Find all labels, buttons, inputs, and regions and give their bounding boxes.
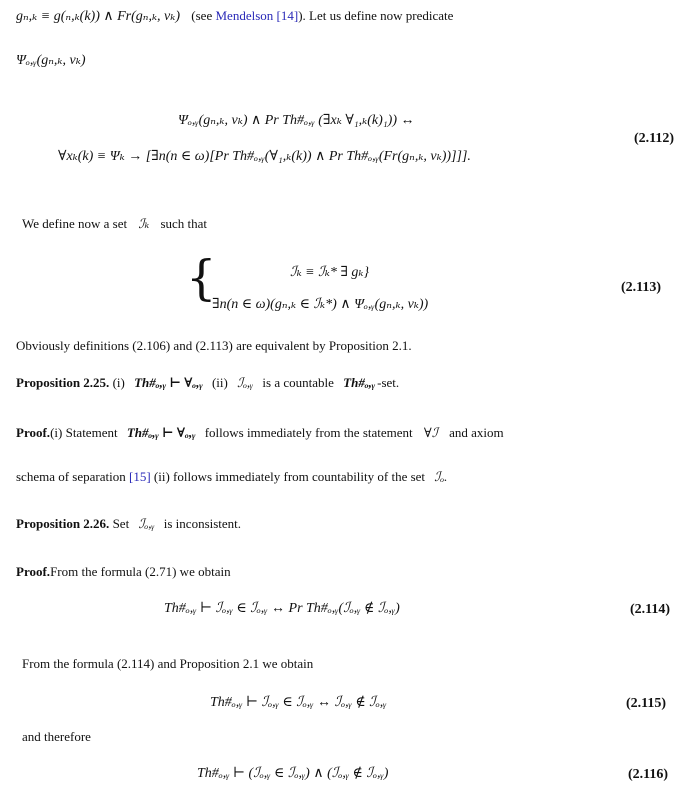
equation-2-116: Th#ₒ,ᵧ ⊢ (ℐₒ,ᵧ ∈ ℐₒ,ᵧ) ∧ (ℐₒ,ᵧ ∉ ℐₒ,ᵧ) — [197, 766, 389, 781]
equation-number-2-114: (2.114) — [630, 602, 671, 617]
proof-1-text-b: follows immediately from the statement — [204, 425, 413, 440]
schema-text-b: (ii) follows immediately from countability of the set — [153, 469, 426, 484]
define-set-text-a: We define now a set — [22, 216, 128, 231]
line-1-tail: ). Let us define now predicate — [298, 8, 454, 23]
text-from-formula: From the formula (2.114) and Proposition 2.1 we obtain — [22, 656, 314, 671]
schema-text-a: schema of separation — [16, 469, 126, 484]
proposition-2-26-label: Proposition 2.26. — [16, 516, 110, 531]
formula-g-nk: gₙ,ₖ ≡ g(ₙ,ₖ(k)) ∧ Fr(gₙ,ₖ, vₖ) — [16, 9, 181, 24]
text-line-1 — [16, 8, 453, 25]
p26-text-b: is inconsistent. — [163, 516, 242, 531]
p26-formula: ℐₒ,ᵧ — [138, 516, 155, 531]
equation-2-115: Th#ₒ,ᵧ ⊢ ℐₒ,ᵧ ∈ ℐₒ,ᵧ ↔ ℐₒ,ᵧ ∉ ℐₒ,ᵧ — [210, 695, 387, 710]
left-brace: { — [186, 250, 217, 306]
proof-1-formula-b: ∀ℐ — [423, 425, 438, 440]
citation-ref-14[interactable]: [14] — [273, 8, 299, 23]
proof-2-text: From the formula (2.71) we obtain — [50, 564, 231, 579]
proposition-2-26 — [16, 516, 241, 532]
proof-1 — [16, 425, 504, 441]
equation-number-2-116: (2.116) — [628, 767, 669, 782]
text-obviously: Obviously definitions (2.106) and (2.113) are equivalent by Proposition 2.1. — [16, 338, 412, 353]
schema-formula: ℐₒ. — [434, 469, 448, 484]
equation-2-113-line-2: ∃n(n ∈ ω)(gₙ,ₖ ∈ ℐₖ*) ∧ Ψₒ,ᵧ(gₙ,ₖ, vₖ)) — [212, 297, 429, 312]
p26-text-a: Set — [112, 516, 130, 531]
equation-2-112-line-2: ∀xₖ(k) ≡ Ψₖ → [∃n(n ∈ ω)[Pr Th#ₒ,ᵧ(∀₁,ₖ(k)) ∧ Pr Th#ₒ,ᵧ(Fr(gₙ,ₖ, vₖ))]]]. — [58, 149, 471, 164]
proof-1-formula-a: Th#ₒ,ᵧ ⊢ ∀ₒ,ᵧ — [126, 425, 196, 440]
proof-1-text-c: and axiom — [449, 425, 504, 440]
equation-number-2-112: (2.112) — [634, 131, 675, 146]
citation-link-mendelson[interactable]: Mendelson — [215, 8, 274, 23]
equation-2-114: Th#ₒ,ᵧ ⊢ ℐₒ,ᵧ ∈ ℐₒ,ᵧ ↔ Pr Th#ₒ,ᵧ(ℐₒ,ᵧ ∉ ℐₒ,ᵧ) — [164, 601, 400, 616]
proposition-2-25 — [16, 375, 399, 391]
proof-2 — [16, 564, 231, 580]
equation-number-2-113: (2.113) — [621, 280, 662, 295]
p25-formula-th: Th#ₒ,ᵧ — [343, 375, 376, 390]
p25-text-countable: is a countable — [262, 375, 334, 390]
p25-formula-ii: ℐₒ,ᵧ — [237, 375, 254, 390]
proof-2-label: Proof. — [16, 564, 51, 579]
text-define-set — [22, 216, 207, 232]
proof-1-label: Proof. — [16, 425, 51, 440]
text-and-therefore: and therefore — [22, 729, 91, 744]
equation-2-113-line-1: ℐₖ ≡ ℐₖ* ∃ gₖ} — [290, 265, 370, 280]
equation-number-2-115: (2.115) — [626, 696, 667, 711]
p25-formula-i: Th#ₒ,ᵧ ⊢ ∀ₒ,ᵧ — [134, 375, 203, 390]
p25-text-set: -set. — [377, 375, 400, 390]
proof-1-text-a: (i) Statement — [50, 425, 118, 440]
text-schema — [16, 469, 447, 485]
define-set-text-b: such that — [160, 216, 208, 231]
predicate-psi: Ψₒ,ᵧ(gₙ,ₖ, vₖ) — [16, 53, 86, 68]
cite-prefix: (see — [191, 8, 216, 23]
citation-ref-15[interactable]: [15] — [128, 469, 151, 484]
proposition-2-25-label: Proposition 2.25. — [16, 375, 110, 390]
p25-text-i: (i) — [112, 375, 125, 390]
p25-text-ii: (ii) — [211, 375, 228, 390]
equation-2-112-line-1: Ψₒ,ᵧ(gₙ,ₖ, vₖ) ∧ Pr Th#ₒ,ᵧ (∃xₖ ∀₁,ₖ(k)₁)) ↔ — [178, 113, 415, 128]
set-symbol: ℐₖ — [138, 216, 150, 231]
